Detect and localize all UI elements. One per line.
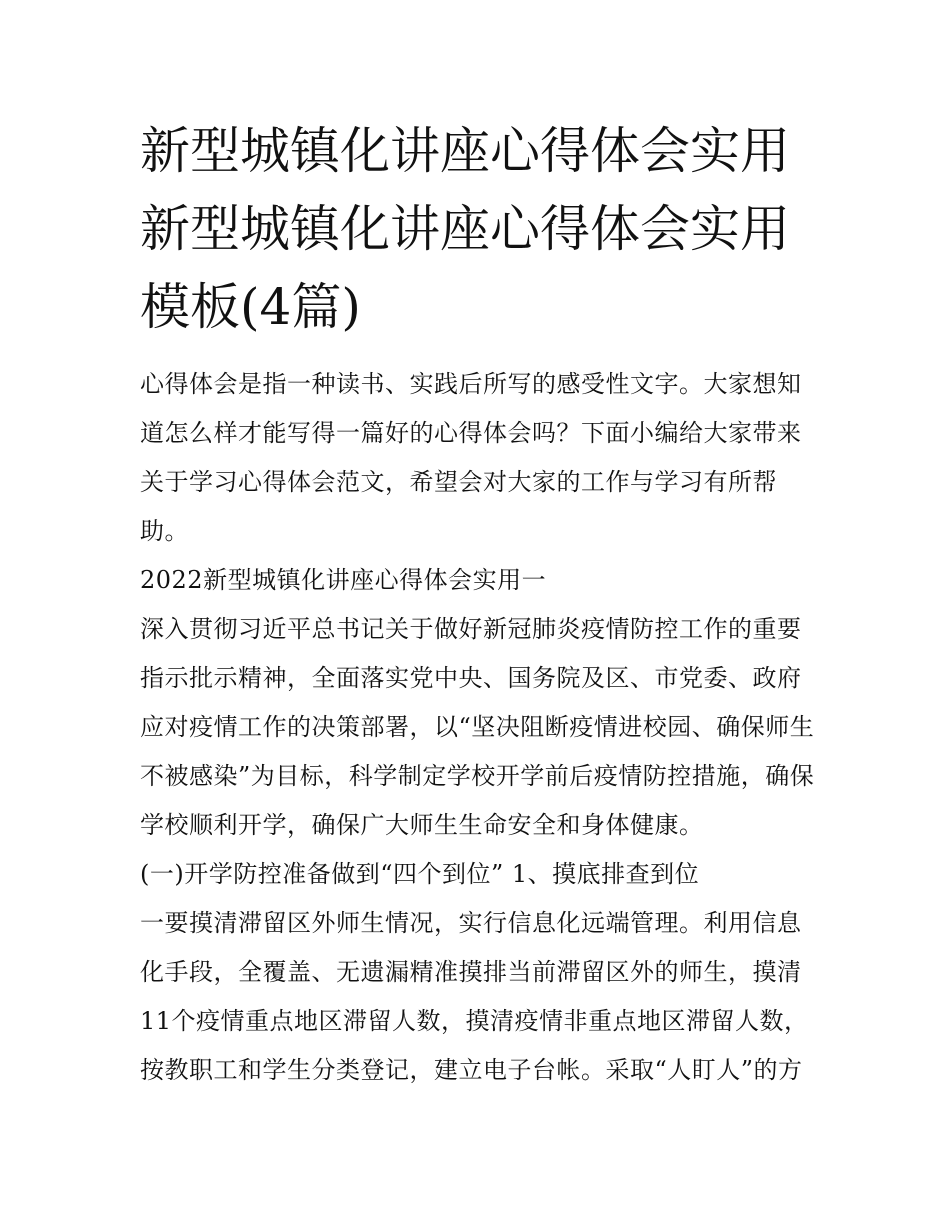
body-paragraph: 一要摸清滞留区外师生情况，实行信息化远端管理。利用信息化手段，全覆盖、无遗漏精准摸排当前滞留区外的师生，摸清11个疫情重点地区滞留人数，摸清疫情非重点地区滞留人数，按教职工和学生分类登记，建立电子台帐。采取“人盯人”的方 <box>140 909 809 1084</box>
section-heading: 2022新型城镇化讲座心得体会实用一 <box>140 566 547 594</box>
document-title: 新型城镇化讲座心得体会实用新型城镇化讲座心得体会实用模板(4篇) <box>140 122 790 336</box>
body-paragraph: 深入贯彻习近平总书记关于做好新冠肺炎疫情防控工作的重要指示批示精神，全面落实党中央、国务院及区、市党委、政府应对疫情工作的决策部署，以“坚决阻断疫情进校园、确保师生不被感染”为目标，科学制定学校开学前后疫情防控措施，确保学校顺利开学，确保广大师生生命安全和身体健康。 <box>140 615 815 839</box>
intro-paragraph: 心得体会是指一种读书、实践后所写的感受性文字。大家想知道怎么样才能写得一篇好的心得体会吗？下面小编给大家带来关于学习心得体会范文，希望会对大家的工作与学习有所帮助。 <box>140 370 802 545</box>
subsection-heading: (一)开学防控准备做到“四个到位” 1、摸底排查到位 <box>140 860 700 888</box>
document-body <box>140 112 815 1095</box>
